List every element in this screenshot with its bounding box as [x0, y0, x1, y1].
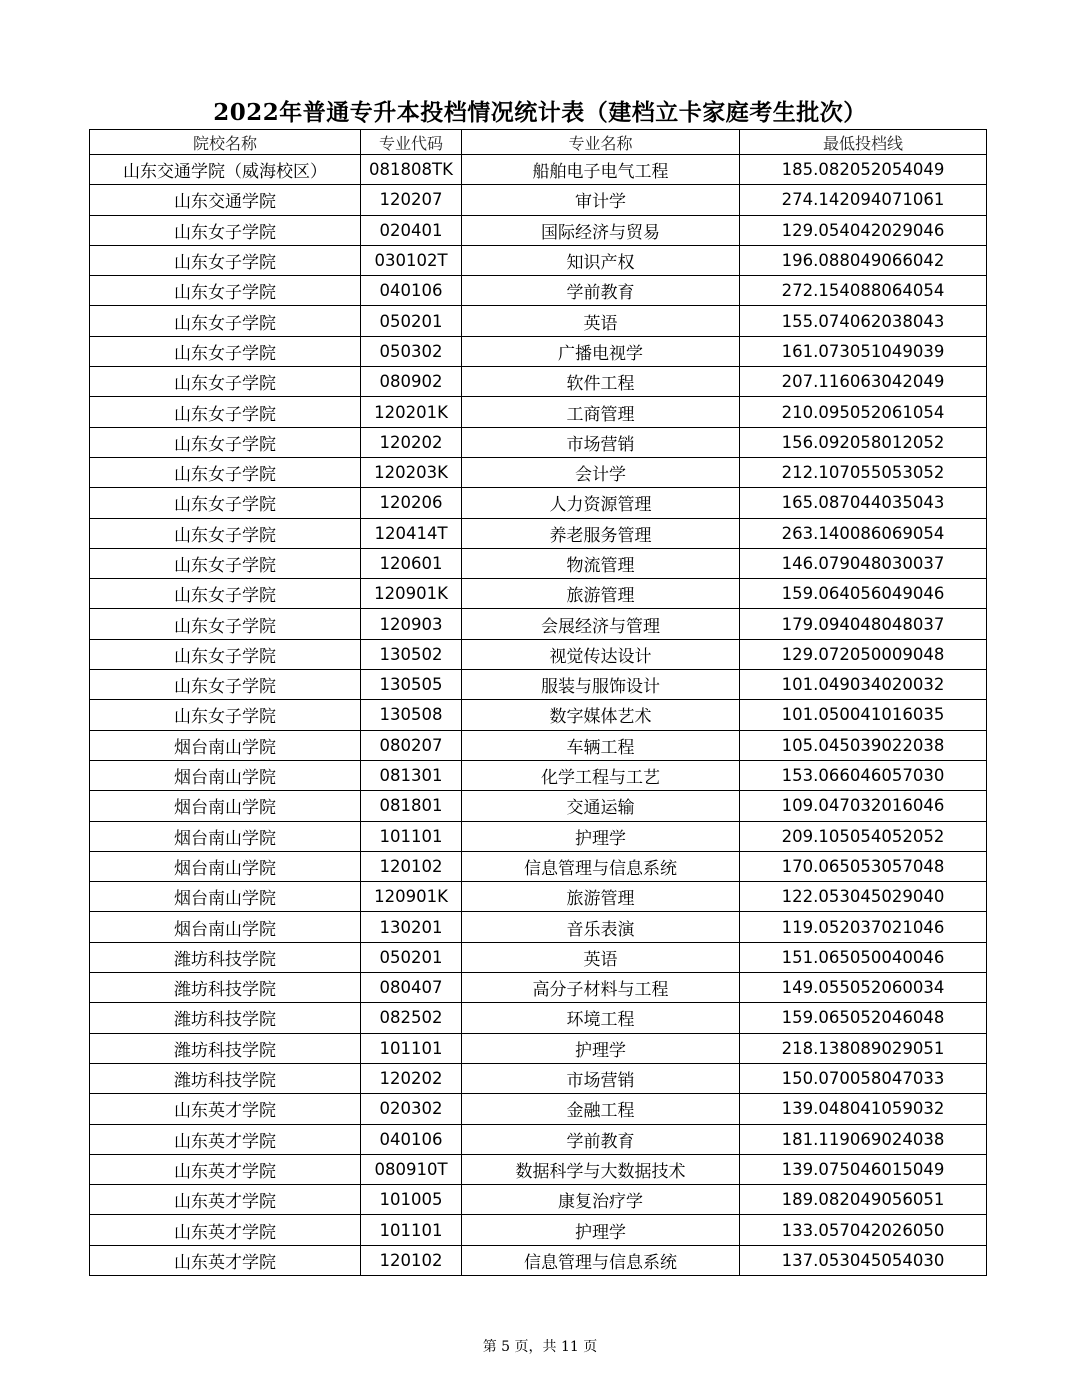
major-code-cell: 120201K [361, 397, 462, 427]
min-score-cell: 218.138089029051 [740, 1033, 987, 1063]
min-score-cell: 179.094048048037 [740, 609, 987, 639]
major-code-cell: 081801 [361, 791, 462, 821]
min-score-cell: 133.057042026050 [740, 1215, 987, 1245]
table-row [90, 670, 987, 700]
min-score-cell: 272.154088064054 [740, 276, 987, 306]
major-code-cell: 020401 [361, 215, 462, 245]
min-score-cell: 129.054042029046 [740, 215, 987, 245]
major-name-cell: 人力资源管理 [462, 488, 740, 518]
min-score-cell: 129.072050009048 [740, 639, 987, 669]
column-header-major-name: 专业名称 [462, 130, 740, 155]
table-row [90, 427, 987, 457]
major-name-cell: 护理学 [462, 1033, 740, 1063]
major-name-cell: 旅游管理 [462, 579, 740, 609]
major-name-cell: 交通运输 [462, 791, 740, 821]
min-score-cell: 212.107055053052 [740, 457, 987, 487]
school-cell: 潍坊科技学院 [90, 973, 361, 1003]
min-score-cell: 165.087044035043 [740, 488, 987, 518]
column-header-major-code: 专业代码 [361, 130, 462, 155]
table-row [90, 397, 987, 427]
table-row [90, 1245, 987, 1275]
table-header-row [90, 130, 987, 155]
table-row [90, 336, 987, 366]
major-code-cell: 120102 [361, 851, 462, 881]
min-score-cell: 122.053045029040 [740, 882, 987, 912]
school-cell: 山东女子学院 [90, 427, 361, 457]
min-score-cell: 274.142094071061 [740, 185, 987, 215]
major-name-cell: 护理学 [462, 821, 740, 851]
major-code-cell: 030102T [361, 245, 462, 275]
major-name-cell: 服装与服饰设计 [462, 670, 740, 700]
min-score-cell: 159.065052046048 [740, 1003, 987, 1033]
major-name-cell: 数字媒体艺术 [462, 700, 740, 730]
major-code-cell: 120206 [361, 488, 462, 518]
major-name-cell: 学前教育 [462, 276, 740, 306]
min-score-cell: 150.070058047033 [740, 1063, 987, 1093]
major-code-cell: 130505 [361, 670, 462, 700]
school-cell: 山东英才学院 [90, 1215, 361, 1245]
major-name-cell: 音乐表演 [462, 912, 740, 942]
school-cell: 山东女子学院 [90, 397, 361, 427]
major-code-cell: 101005 [361, 1185, 462, 1215]
major-name-cell: 信息管理与信息系统 [462, 851, 740, 881]
school-cell: 山东英才学院 [90, 1185, 361, 1215]
min-score-cell: 207.116063042049 [740, 367, 987, 397]
major-name-cell: 会计学 [462, 457, 740, 487]
major-code-cell: 081301 [361, 760, 462, 790]
table-row [90, 882, 987, 912]
table-row [90, 457, 987, 487]
min-score-cell: 185.082052054049 [740, 155, 987, 185]
school-cell: 山东女子学院 [90, 579, 361, 609]
table-row [90, 609, 987, 639]
min-score-cell: 155.074062038043 [740, 306, 987, 336]
school-cell: 山东女子学院 [90, 548, 361, 578]
major-name-cell: 高分子材料与工程 [462, 973, 740, 1003]
school-cell: 山东女子学院 [90, 245, 361, 275]
major-code-cell: 130502 [361, 639, 462, 669]
school-cell: 烟台南山学院 [90, 730, 361, 760]
table-row [90, 1185, 987, 1215]
table-row [90, 912, 987, 942]
table-row [90, 942, 987, 972]
table-row [90, 548, 987, 578]
min-score-cell: 119.052037021046 [740, 912, 987, 942]
table-row [90, 851, 987, 881]
major-code-cell: 130508 [361, 700, 462, 730]
table-row [90, 791, 987, 821]
school-cell: 山东女子学院 [90, 609, 361, 639]
table-row [90, 730, 987, 760]
school-cell: 潍坊科技学院 [90, 1033, 361, 1063]
school-cell: 山东女子学院 [90, 336, 361, 366]
school-cell: 烟台南山学院 [90, 912, 361, 942]
table-row [90, 639, 987, 669]
min-score-cell: 161.073051049039 [740, 336, 987, 366]
school-cell: 山东女子学院 [90, 215, 361, 245]
table-row [90, 215, 987, 245]
table-row [90, 1215, 987, 1245]
major-name-cell: 金融工程 [462, 1094, 740, 1124]
min-score-cell: 151.065050040046 [740, 942, 987, 972]
major-name-cell: 广播电视学 [462, 336, 740, 366]
major-name-cell: 审计学 [462, 185, 740, 215]
table-row [90, 579, 987, 609]
min-score-cell: 149.055052060034 [740, 973, 987, 1003]
major-name-cell: 学前教育 [462, 1124, 740, 1154]
table-row [90, 155, 987, 185]
major-code-cell: 050201 [361, 942, 462, 972]
major-code-cell: 120202 [361, 427, 462, 457]
table-row [90, 973, 987, 1003]
major-code-cell: 080207 [361, 730, 462, 760]
table-row [90, 1003, 987, 1033]
column-header-min-score: 最低投档线 [740, 130, 987, 155]
major-code-cell: 050201 [361, 306, 462, 336]
major-code-cell: 050302 [361, 336, 462, 366]
school-cell: 潍坊科技学院 [90, 942, 361, 972]
major-code-cell: 120601 [361, 548, 462, 578]
table-row [90, 760, 987, 790]
major-code-cell: 120903 [361, 609, 462, 639]
major-name-cell: 物流管理 [462, 548, 740, 578]
major-name-cell: 市场营销 [462, 1063, 740, 1093]
table-row [90, 1094, 987, 1124]
major-name-cell: 养老服务管理 [462, 518, 740, 548]
major-code-cell: 120203K [361, 457, 462, 487]
table-row [90, 367, 987, 397]
column-header-school: 院校名称 [90, 130, 361, 155]
major-code-cell: 080407 [361, 973, 462, 1003]
major-name-cell: 知识产权 [462, 245, 740, 275]
table-row [90, 488, 987, 518]
admission-table [89, 129, 987, 1276]
major-code-cell: 082502 [361, 1003, 462, 1033]
school-cell: 山东英才学院 [90, 1124, 361, 1154]
major-name-cell: 化学工程与工艺 [462, 760, 740, 790]
school-cell: 山东交通学院 [90, 185, 361, 215]
school-cell: 潍坊科技学院 [90, 1003, 361, 1033]
school-cell: 山东女子学院 [90, 457, 361, 487]
school-cell: 烟台南山学院 [90, 760, 361, 790]
major-name-cell: 市场营销 [462, 427, 740, 457]
school-cell: 烟台南山学院 [90, 882, 361, 912]
table-row [90, 276, 987, 306]
table-row [90, 1154, 987, 1184]
school-cell: 山东英才学院 [90, 1154, 361, 1184]
school-cell: 山东女子学院 [90, 276, 361, 306]
major-code-cell: 120901K [361, 882, 462, 912]
table-row [90, 306, 987, 336]
major-code-cell: 120102 [361, 1245, 462, 1275]
school-cell: 山东女子学院 [90, 518, 361, 548]
major-code-cell: 020302 [361, 1094, 462, 1124]
min-score-cell: 189.082049056051 [740, 1185, 987, 1215]
min-score-cell: 109.047032016046 [740, 791, 987, 821]
major-code-cell: 120414T [361, 518, 462, 548]
major-name-cell: 数据科学与大数据技术 [462, 1154, 740, 1184]
major-code-cell: 120202 [361, 1063, 462, 1093]
table-row [90, 1063, 987, 1093]
major-name-cell: 会展经济与管理 [462, 609, 740, 639]
major-code-cell: 101101 [361, 1215, 462, 1245]
major-code-cell: 120901K [361, 579, 462, 609]
min-score-cell: 181.119069024038 [740, 1124, 987, 1154]
school-cell: 山东女子学院 [90, 306, 361, 336]
table-row [90, 518, 987, 548]
page-title: 2022年普通专升本投档情况统计表（建档立卡家庭考生批次） [213, 99, 867, 126]
min-score-cell: 209.105054052052 [740, 821, 987, 851]
major-code-cell: 081808TK [361, 155, 462, 185]
school-cell: 烟台南山学院 [90, 791, 361, 821]
school-cell: 山东交通学院（威海校区） [90, 155, 361, 185]
major-name-cell: 环境工程 [462, 1003, 740, 1033]
school-cell: 潍坊科技学院 [90, 1063, 361, 1093]
min-score-cell: 101.049034020032 [740, 670, 987, 700]
major-name-cell: 国际经济与贸易 [462, 215, 740, 245]
min-score-cell: 170.065053057048 [740, 851, 987, 881]
min-score-cell: 139.075046015049 [740, 1154, 987, 1184]
school-cell: 山东女子学院 [90, 367, 361, 397]
school-cell: 山东女子学院 [90, 700, 361, 730]
major-name-cell: 车辆工程 [462, 730, 740, 760]
major-name-cell: 康复治疗学 [462, 1185, 740, 1215]
min-score-cell: 263.140086069054 [740, 518, 987, 548]
major-code-cell: 080902 [361, 367, 462, 397]
major-code-cell: 080910T [361, 1154, 462, 1184]
major-name-cell: 工商管理 [462, 397, 740, 427]
table-row [90, 821, 987, 851]
table-body [90, 155, 987, 1276]
min-score-cell: 105.045039022038 [740, 730, 987, 760]
min-score-cell: 210.095052061054 [740, 397, 987, 427]
major-code-cell: 040106 [361, 1124, 462, 1154]
major-name-cell: 旅游管理 [462, 882, 740, 912]
min-score-cell: 101.050041016035 [740, 700, 987, 730]
min-score-cell: 146.079048030037 [740, 548, 987, 578]
school-cell: 山东女子学院 [90, 488, 361, 518]
major-name-cell: 船舶电子电气工程 [462, 155, 740, 185]
major-name-cell: 软件工程 [462, 367, 740, 397]
table-row [90, 1124, 987, 1154]
school-cell: 烟台南山学院 [90, 821, 361, 851]
min-score-cell: 153.066046057030 [740, 760, 987, 790]
major-name-cell: 护理学 [462, 1215, 740, 1245]
min-score-cell: 139.048041059032 [740, 1094, 987, 1124]
school-cell: 山东女子学院 [90, 670, 361, 700]
school-cell: 山东女子学院 [90, 639, 361, 669]
min-score-cell: 156.092058012052 [740, 427, 987, 457]
major-name-cell: 信息管理与信息系统 [462, 1245, 740, 1275]
major-name-cell: 英语 [462, 942, 740, 972]
table-row [90, 245, 987, 275]
min-score-cell: 196.088049066042 [740, 245, 987, 275]
major-code-cell: 120207 [361, 185, 462, 215]
page-footer: 第 5 页，共 11 页 [482, 1339, 598, 1355]
school-cell: 山东英才学院 [90, 1094, 361, 1124]
min-score-cell: 159.064056049046 [740, 579, 987, 609]
table-row [90, 700, 987, 730]
major-code-cell: 130201 [361, 912, 462, 942]
major-code-cell: 101101 [361, 821, 462, 851]
school-cell: 山东英才学院 [90, 1245, 361, 1275]
major-name-cell: 英语 [462, 306, 740, 336]
table-row [90, 185, 987, 215]
major-code-cell: 101101 [361, 1033, 462, 1063]
major-name-cell: 视觉传达设计 [462, 639, 740, 669]
table-row [90, 1033, 987, 1063]
major-code-cell: 040106 [361, 276, 462, 306]
min-score-cell: 137.053045054030 [740, 1245, 987, 1275]
school-cell: 烟台南山学院 [90, 851, 361, 881]
